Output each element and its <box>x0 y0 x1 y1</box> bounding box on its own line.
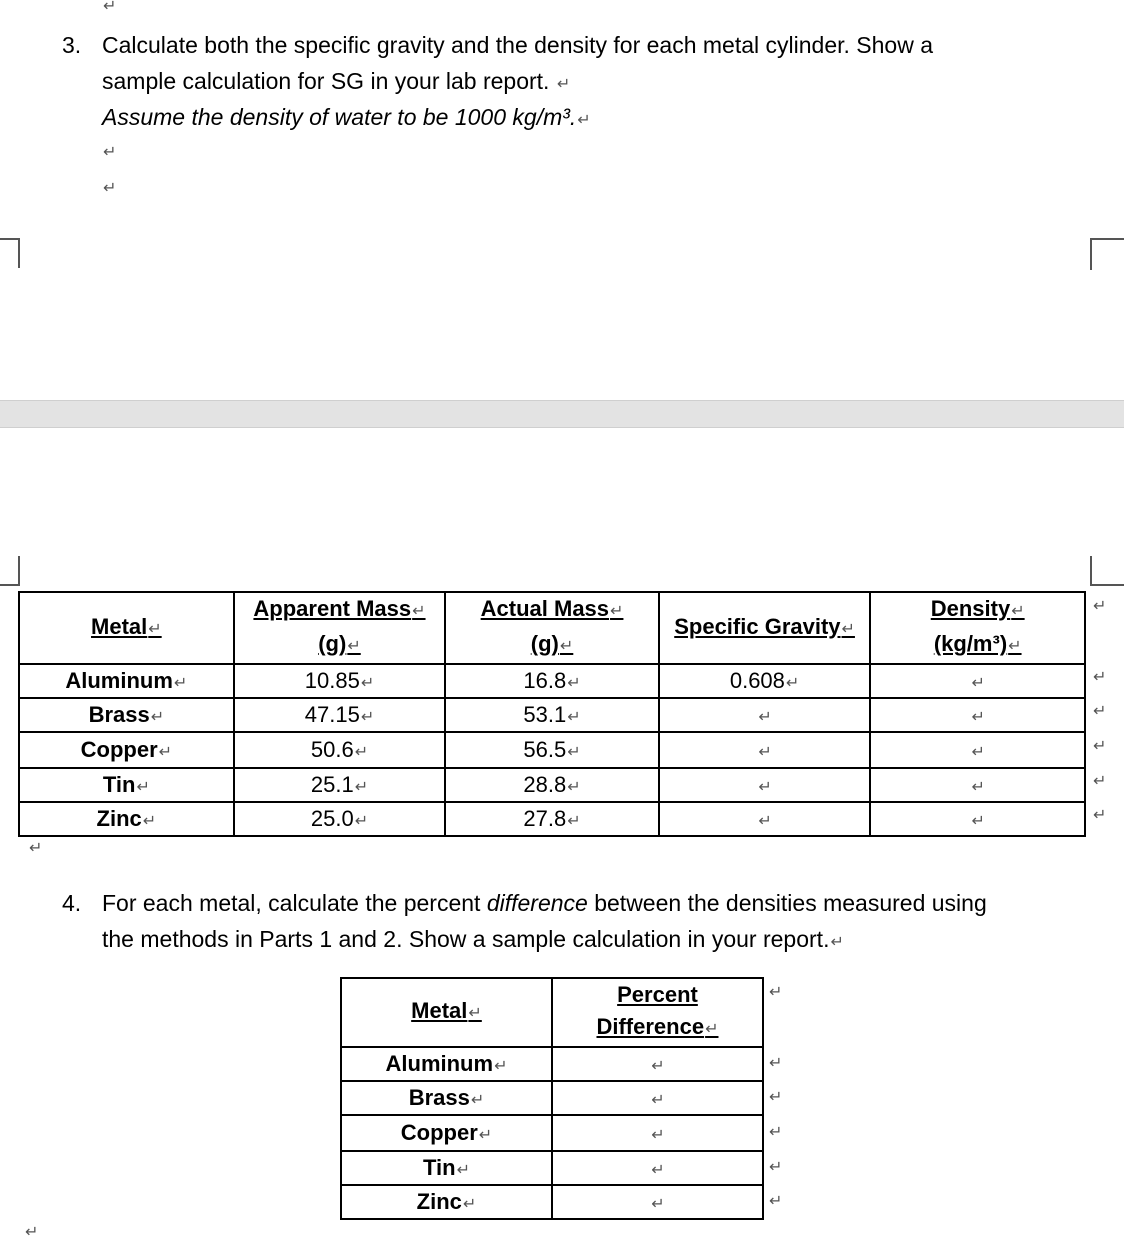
page-break <box>0 400 1124 428</box>
question-3-number: 3. <box>62 32 82 58</box>
table-row: Copper↵ ↵ <box>341 1115 763 1151</box>
table-row: Aluminum↵ ↵ <box>341 1047 763 1081</box>
question-3-line-1: Calculate both the specific gravity and the density for each metal cylinder. Show a <box>102 32 934 58</box>
paragraph-mark <box>103 142 116 162</box>
table-row: Zinc↵ 25.0↵ 27.8↵ ↵ ↵ <box>19 802 1085 836</box>
question-3-line-3: Assume the density of water to be 1000 kg/m³.↵ <box>102 99 591 139</box>
table-row: Tin↵ ↵ <box>341 1151 763 1185</box>
crop-mark <box>0 556 20 586</box>
crop-mark <box>0 238 20 268</box>
paragraph-mark <box>103 178 116 198</box>
header-metal: Metal↵ <box>19 592 234 664</box>
paragraph-mark <box>25 1222 38 1242</box>
crop-mark <box>1090 238 1124 270</box>
question-4-number: 4. <box>62 890 82 916</box>
percent-difference-table <box>340 977 764 1220</box>
table-row: Brass↵ ↵ <box>341 1081 763 1115</box>
table-row: Zinc↵ ↵ <box>341 1185 763 1219</box>
table-row: Brass↵ 47.15↵ 53.1↵ ↵ ↵ <box>19 698 1085 732</box>
header-apparent-mass: Apparent Mass↵ (g)↵ <box>234 592 446 664</box>
paragraph-mark <box>103 0 116 16</box>
header-actual-mass: Actual Mass↵ (g)↵ <box>445 592 659 664</box>
header-percent-difference: Percent Difference↵ <box>552 978 763 1047</box>
crop-mark <box>1090 556 1124 586</box>
header-density: Density↵ (kg/m³)↵ <box>870 592 1085 664</box>
question-4-line-1: For each metal, calculate the percent difference between the densities measured using <box>102 890 987 916</box>
table-header-row <box>19 592 1085 664</box>
table-row: Aluminum↵ 10.85↵ 16.8↵ 0.608↵ ↵ <box>19 664 1085 698</box>
density-table <box>18 591 1086 837</box>
table-row: Tin↵ 25.1↵ 28.8↵ ↵ ↵ <box>19 768 1085 802</box>
header-specific-gravity: Specific Gravity↵ <box>659 592 871 664</box>
paragraph-mark <box>29 838 42 858</box>
header-metal: Metal↵ <box>341 978 552 1047</box>
table-row: Copper↵ 50.6↵ 56.5↵ ↵ ↵ <box>19 732 1085 768</box>
question-3-line-2: sample calculation for SG in your lab report. ↵ <box>102 63 570 103</box>
table-header-row <box>341 978 763 1047</box>
question-4-line-2: the methods in Parts 1 and 2. Show a sample calculation in your report.↵ <box>102 921 844 961</box>
